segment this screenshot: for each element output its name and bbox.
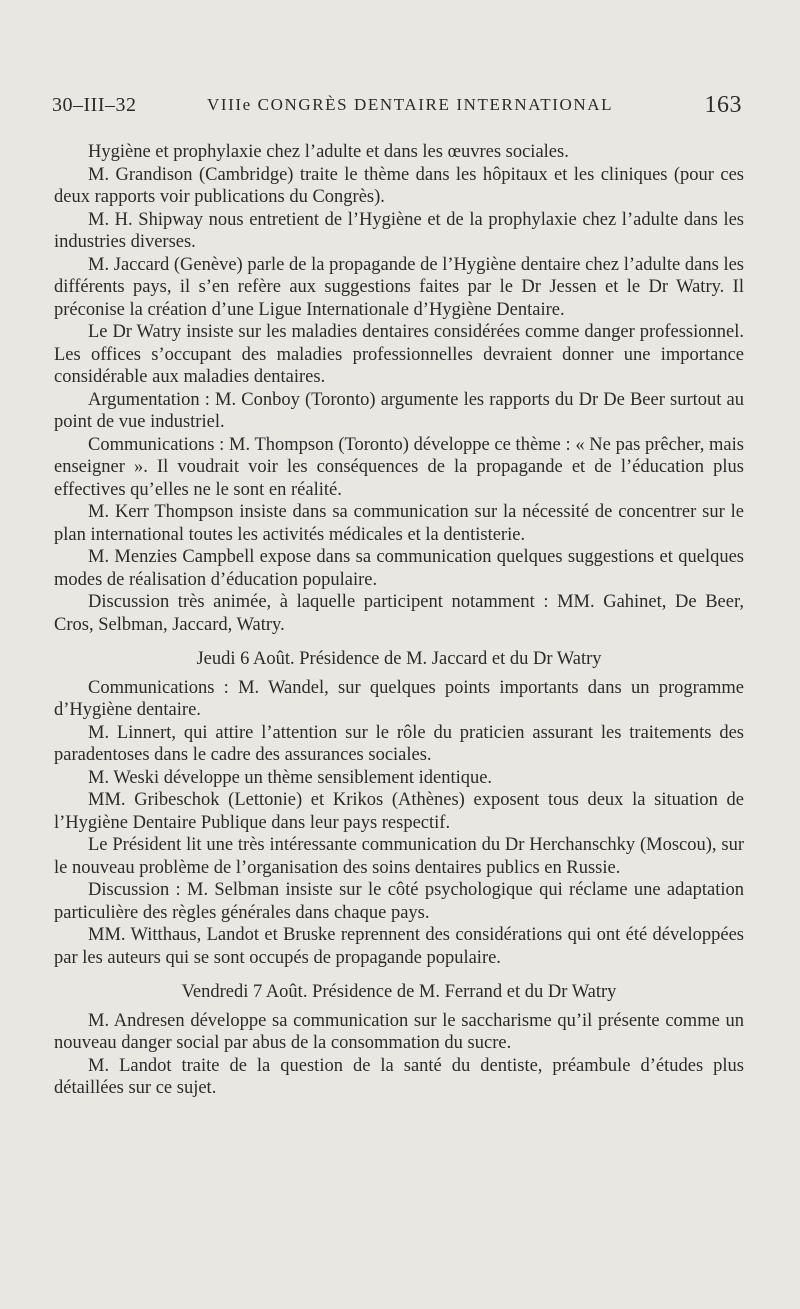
paragraph: M. Landot traite de la question de la santé du dentiste, préambule d’études plus détaillées sur ce sujet. [54,1055,744,1098]
paragraph: M. Jaccard (Genève) parle de la propagande de l’Hygiène dentaire chez l’adulte dans les différents pays, il s’en refère aux suggestions faites par le Dr Jessen et le Dr Watry. Il préconise la création d’une Ligue Internationale d’Hygiène Dentaire. [54,254,744,320]
session-heading: Vendredi 7 Août. Présidence de M. Ferrand et du Dr Watry [181,982,617,1002]
paragraph: Communications : M. Wandel, sur quelques points importants dans un programme d’Hygiène dentaire. [54,677,744,720]
paragraph: M. Linnert, qui attire l’attention sur le rôle du praticien assurant les traitements des paradentoses dans le cadre des assurances sociales. [54,722,744,765]
paragraph: Le Président lit une très intéressante communication du Dr Herchanschky (Moscou), sur le nouveau problème de l’organisation des soins dentaires publics en Russie. [54,835,744,878]
paragraph: Le Dr Watry insiste sur les maladies dentaires considérées comme danger professionnel. Les offices s’occupant des maladies professionnelles devraient donner une importance considérable aux maladies dentaires. [54,322,744,387]
page-number: 163 [704,92,742,118]
paragraph: M. Menzies Campbell expose dans sa communication quelques suggestions et quelques modes de réalisation d’éducation populaire. [54,547,744,590]
paragraph: Discussion très animée, à laquelle participent notamment : MM. Gahinet, De Beer, Cros, Selbman, Jaccard, Watry. [54,592,744,635]
paragraph: M. Weski développe un thème sensiblement identique. [88,767,493,788]
paragraph: M. Grandison (Cambridge) traite le thème dans les hôpitaux et les cliniques (pour ces deux rapports voir publications du Congrès). [54,164,744,207]
paragraph: M. H. Shipway nous entretient de l’Hygiène et de la prophylaxie chez l’adulte dans les industries diverses. [54,209,744,252]
paragraph: MM. Gribeschok (Lettonie) et Krikos (Athènes) exposent tous deux la situation de l’Hygiène Dentaire Publique dans leur pays respectif. [54,790,744,833]
body-text [54,141,744,1100]
session-heading: Jeudi 6 Août. Présidence de M. Jaccard et du Dr Watry [196,649,602,669]
paragraph: Discussion : M. Selbman insiste sur le côté psychologique qui réclame une adaptation particulière des règles générales dans chaque pays. [54,880,744,923]
paragraph: Argumentation : M. Conboy (Toronto) argumente les rapports du Dr De Beer surtout au point de vue industriel. [54,389,744,432]
paragraph: Hygiène et prophylaxie chez l’adulte et dans les œuvres sociales. [88,142,569,162]
header-date: 30–III–32 [52,94,137,116]
paragraph: Communications : M. Thompson (Toronto) développe ce thème : « Ne pas prêcher, mais enseigner ». Il voudrait voir les conséquences de la propagande et de l’éducation plus effectives qu’elles ne le sont en réalité. [54,434,744,500]
paragraph: M. Andresen développe sa communication sur le saccharisme qu’il présente comme un nouveau danger social par abus de la consommation du sucre. [54,1010,744,1053]
paragraph: MM. Witthaus, Landot et Bruske reprennent des considérations qui ont été développées par les auteurs qui se sont occupés de propagande populaire. [54,925,744,968]
paragraph: M. Kerr Thompson insiste dans sa communication sur la nécessité de concentrer sur le plan international toutes les activités médicales et la dentisterie. [54,502,744,545]
header-title: VIIIe CONGRÈS DENTAIRE INTERNATIONAL [207,95,614,114]
